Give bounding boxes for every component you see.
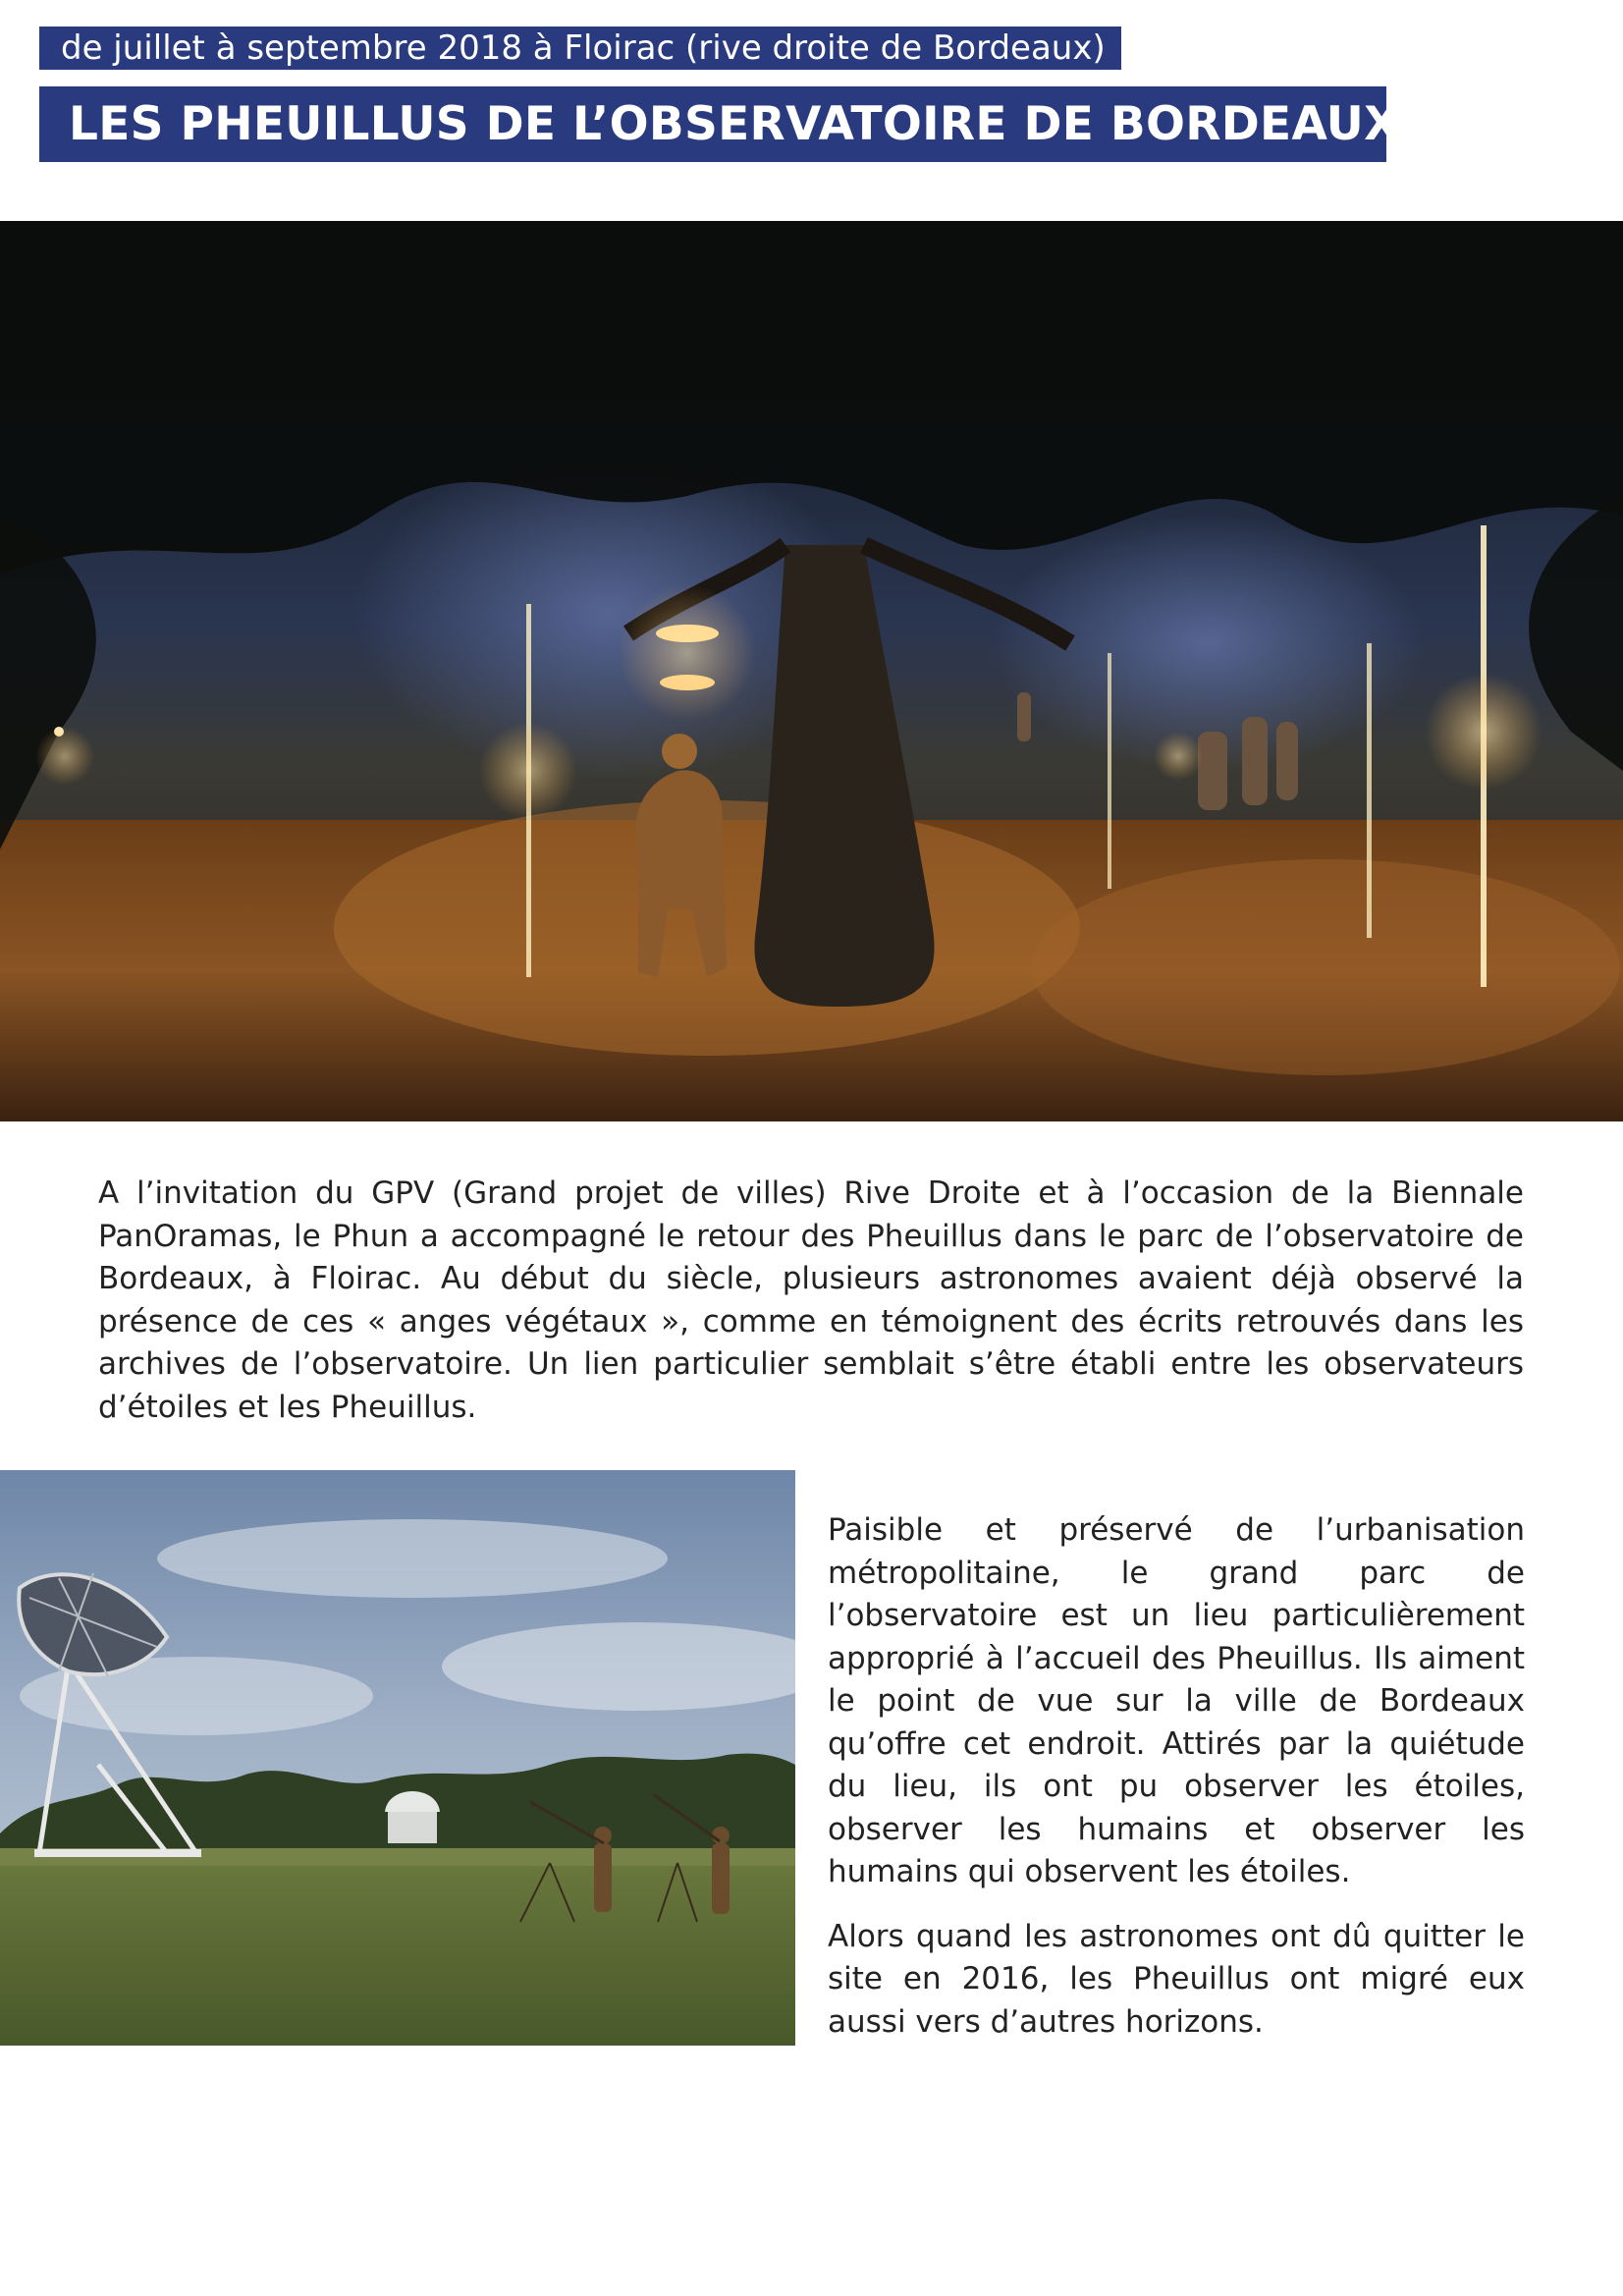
page-title: LES PHEUILLUS DE L’OBSERVATOIRE DE BORDEAUX bbox=[39, 86, 1386, 162]
side-paragraph-2: Alors quand les astronomes ont dû quitter le site en 2016, les Pheuillus ont migré eux aussi vers d’autres horizons. bbox=[828, 1918, 1525, 2040]
side-paragraph-1: Paisible et préservé de l’urbanisation métropolitaine, le grand parc de l’observatoire est un lieu particulièrement approprié à l’accueil des Pheuillus. Ils aiment le point de vue sur la ville de Bordeaux qu’offre cet endroit. Attirés par la quiétude du lieu, ils ont pu observer les étoiles, observer les humains et observer les humains qui observent les étoiles. bbox=[828, 1512, 1525, 1889]
side-text-column bbox=[828, 1509, 1525, 2044]
intro-paragraph: A l’invitation du GPV (Grand projet de villes) Rive Droite et à l’occasion de la Biennale PanOramas, le Phun a accompagné le retour des Pheuillus dans le parc de l’observatoire de Bordeaux, à Floirac. Au début du siècle, plusieurs astronomes avaient déjà observé la présence de ces « anges végétaux », comme en témoignent des écrits retrouvés dans les archives de l’observatoire. Un lien particulier semblait s’être établi entre les observateurs d’étoiles et les Pheuillus. bbox=[98, 1175, 1524, 1425]
observatory-park-photo bbox=[0, 1470, 795, 2046]
night-forest-photo bbox=[0, 221, 1623, 1121]
event-dates-banner: de juillet à septembre 2018 à Floirac (rive droite de Bordeaux) bbox=[39, 27, 1121, 70]
